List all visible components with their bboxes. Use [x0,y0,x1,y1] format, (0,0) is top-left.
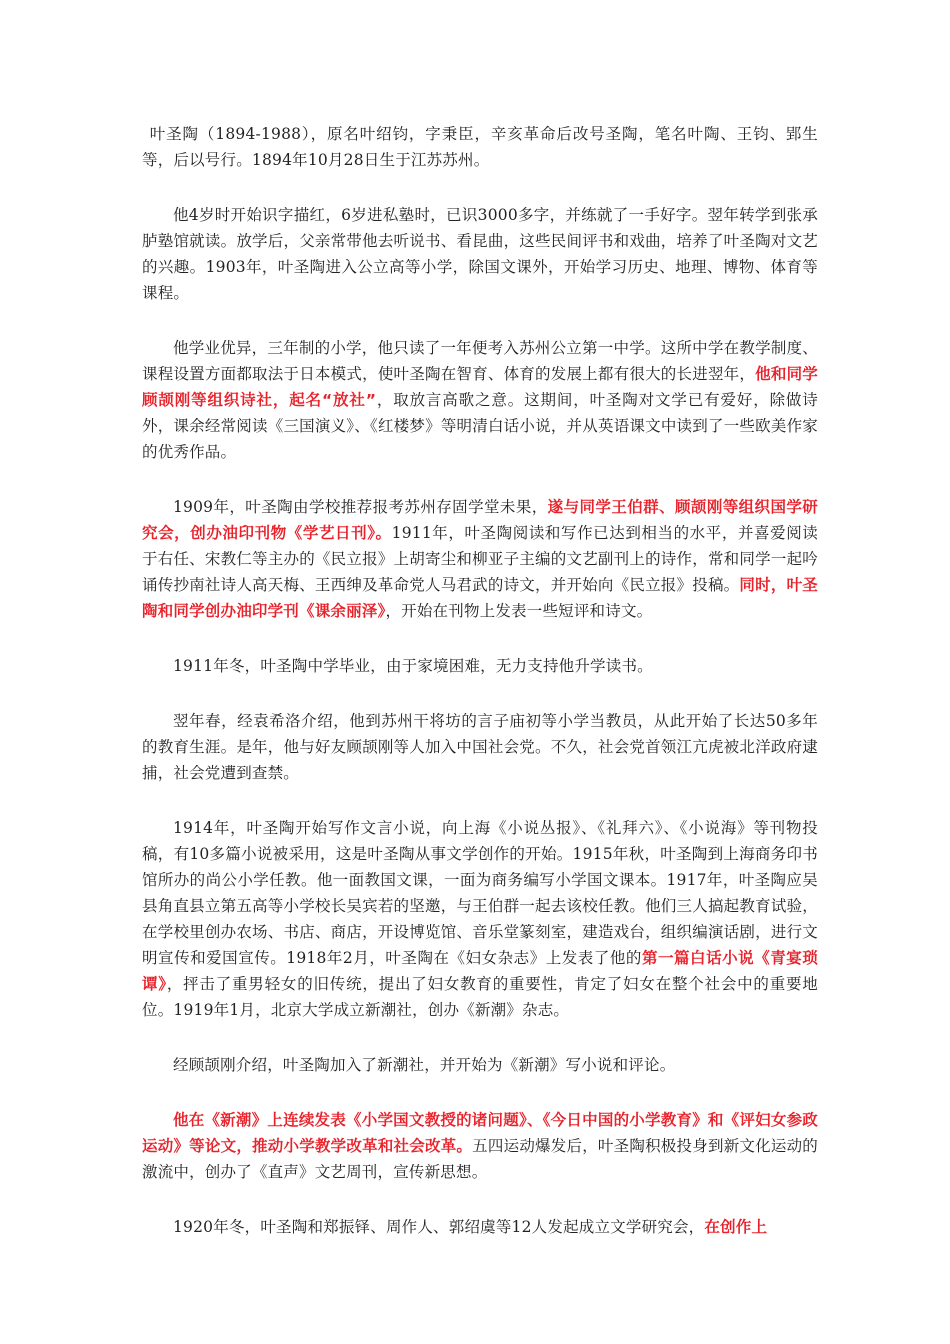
paragraph-1914-writing [142,815,818,1023]
paragraph-teaching-start [142,708,818,786]
paragraph-biography-intro [142,121,818,173]
highlighted-text: 他在《新潮》上连续发表《小学国文教授的诸问题》、《今日中国的小学教育》和《评妇女参政运动》等论文，推动小学教学改革和社会改革。 [142,1111,818,1155]
paragraph-text: 1911年冬，叶圣陶中学毕业，由于家境困难，无力支持他升学读书。 [173,657,653,675]
paragraph-new-tide-essays [142,1107,818,1185]
highlighted-text: 在创作上 [704,1218,768,1236]
highlighted-text: 遂与同学王伯群、顾颉刚等组织国学研究会，创办油印刊物《学艺日刊》。 [142,498,819,542]
paragraph-text: 1920年冬，叶圣陶和郑振铎、周作人、郭绍虞等12人发起成立文学研究会， [173,1218,705,1236]
paragraph-text: ，开始在刊物上发表一些短评和诗文。 [385,602,653,620]
paragraph-childhood [142,202,818,306]
paragraph-middle-school [142,335,818,465]
paragraph-1920-literary-society [142,1214,818,1240]
highlighted-text: 同时，叶圣陶和同学创办油印学刊《课余丽泽》 [142,576,818,620]
paragraph-text: 1911年，叶圣陶阅读和写作已达到相当的水平，并喜爱阅读于右任、宋教仁等主办的《民立报》上胡寄尘和柳亚子主编的文艺副刊上的诗作，常和同学一起吟诵传抄南社诗人高天梅、王西绅及革命党人马君武的诗文，并开始向《民立报》投稿。 [142,524,818,594]
paragraph-1909 [142,494,818,624]
paragraph-text: 叶圣陶（1894-1988），原名叶绍钧，字秉臣，辛亥革命后改号圣陶，笔名叶陶、王钧、郢生等，后以号行。1894年10月28日生于江苏苏州。 [142,125,818,169]
paragraph-text: 五四运动爆发后，叶圣陶积极投身到新文化运动的激流中，创办了《直声》文艺周刊，宣传新思想。 [142,1137,819,1181]
paragraph-text: 1909年，叶圣陶由学校推荐报考苏州存固学堂未果， [173,498,548,516]
paragraph-new-tide-society [142,1052,818,1078]
paragraph-text: 1914年，叶圣陶开始写作文言小说，向上海《小说丛报》、《礼拜六》、《小说海》等刊物投稿，有10多篇小说被采用，这是叶圣陶从事文学创作的开始。1915年秋，叶圣陶到上海商务印书馆所办的尚公小学任教。他一面教国文课，一面为商务编写小学国文课本。1917年，叶圣陶应吴县角直县立第五高等小学校长吴宾若的坚邀，与王伯群一起去该校任教。他们三人搞起教育试验，在学校里创办农场、书店、商店，开设博览馆、音乐堂篆刻室，建造戏台，组织编演话剧，进行文明宣传和爱国宣传。1918年2月，叶圣陶在《妇女杂志》上发表了他的 [142,819,818,967]
paragraph-text: 经顾颉刚介绍，叶圣陶加入了新潮社，并开始为《新潮》写小说和评论。 [173,1056,676,1074]
highlighted-text: 第一篇白话小说《青宴琐谭》 [142,949,818,993]
highlighted-text: 他和同学顾颉刚等组织诗社，起名“放社” [142,365,818,409]
document-body [142,121,818,1269]
paragraph-text: ，抨击了重男轻女的旧传统，提出了妇女教育的重要性，肯定了妇女在整个社会中的重要地位。1919年1月，北京大学成立新潮社，创办《新潮》杂志。 [142,975,818,1019]
paragraph-text: 他4岁时开始识字描红，6岁进私塾时，已识3000多字，并练就了一手好字。翌年转学到张承胪塾馆就读。放学后，父亲常带他去听说书、看昆曲，这些民间评书和戏曲，培养了叶圣陶对文艺的兴趣。1903年，叶圣陶进入公立高等小学，除国文课外，开始学习历史、地理、博物、体育等课程。 [142,206,818,302]
paragraph-1911-graduation [142,653,818,679]
paragraph-text: 翌年春，经袁希洛介绍，他到苏州干将坊的言子庙初等小学当教员，从此开始了长达50多年的教育生涯。是年，他与好友顾颉刚等人加入中国社会党。不久，社会党首领江亢虎被北洋政府逮捕，社会党遭到查禁。 [142,712,818,782]
paragraph-text: 他学业优异，三年制的小学，他只读了一年便考入苏州公立第一中学。这所中学在教学制度、课程设置方面都取法于日本模式，使叶圣陶在智育、体育的发展上都有很大的长进翌年， [142,339,818,383]
paragraph-text: ，取放言高歌之意。这期间，叶圣陶对文学已有爱好，除做诗外，课余经常阅读《三国演义》、《红楼梦》等明清白话小说，并从英语课文中读到了一些欧美作家的优秀作品。 [142,391,818,461]
